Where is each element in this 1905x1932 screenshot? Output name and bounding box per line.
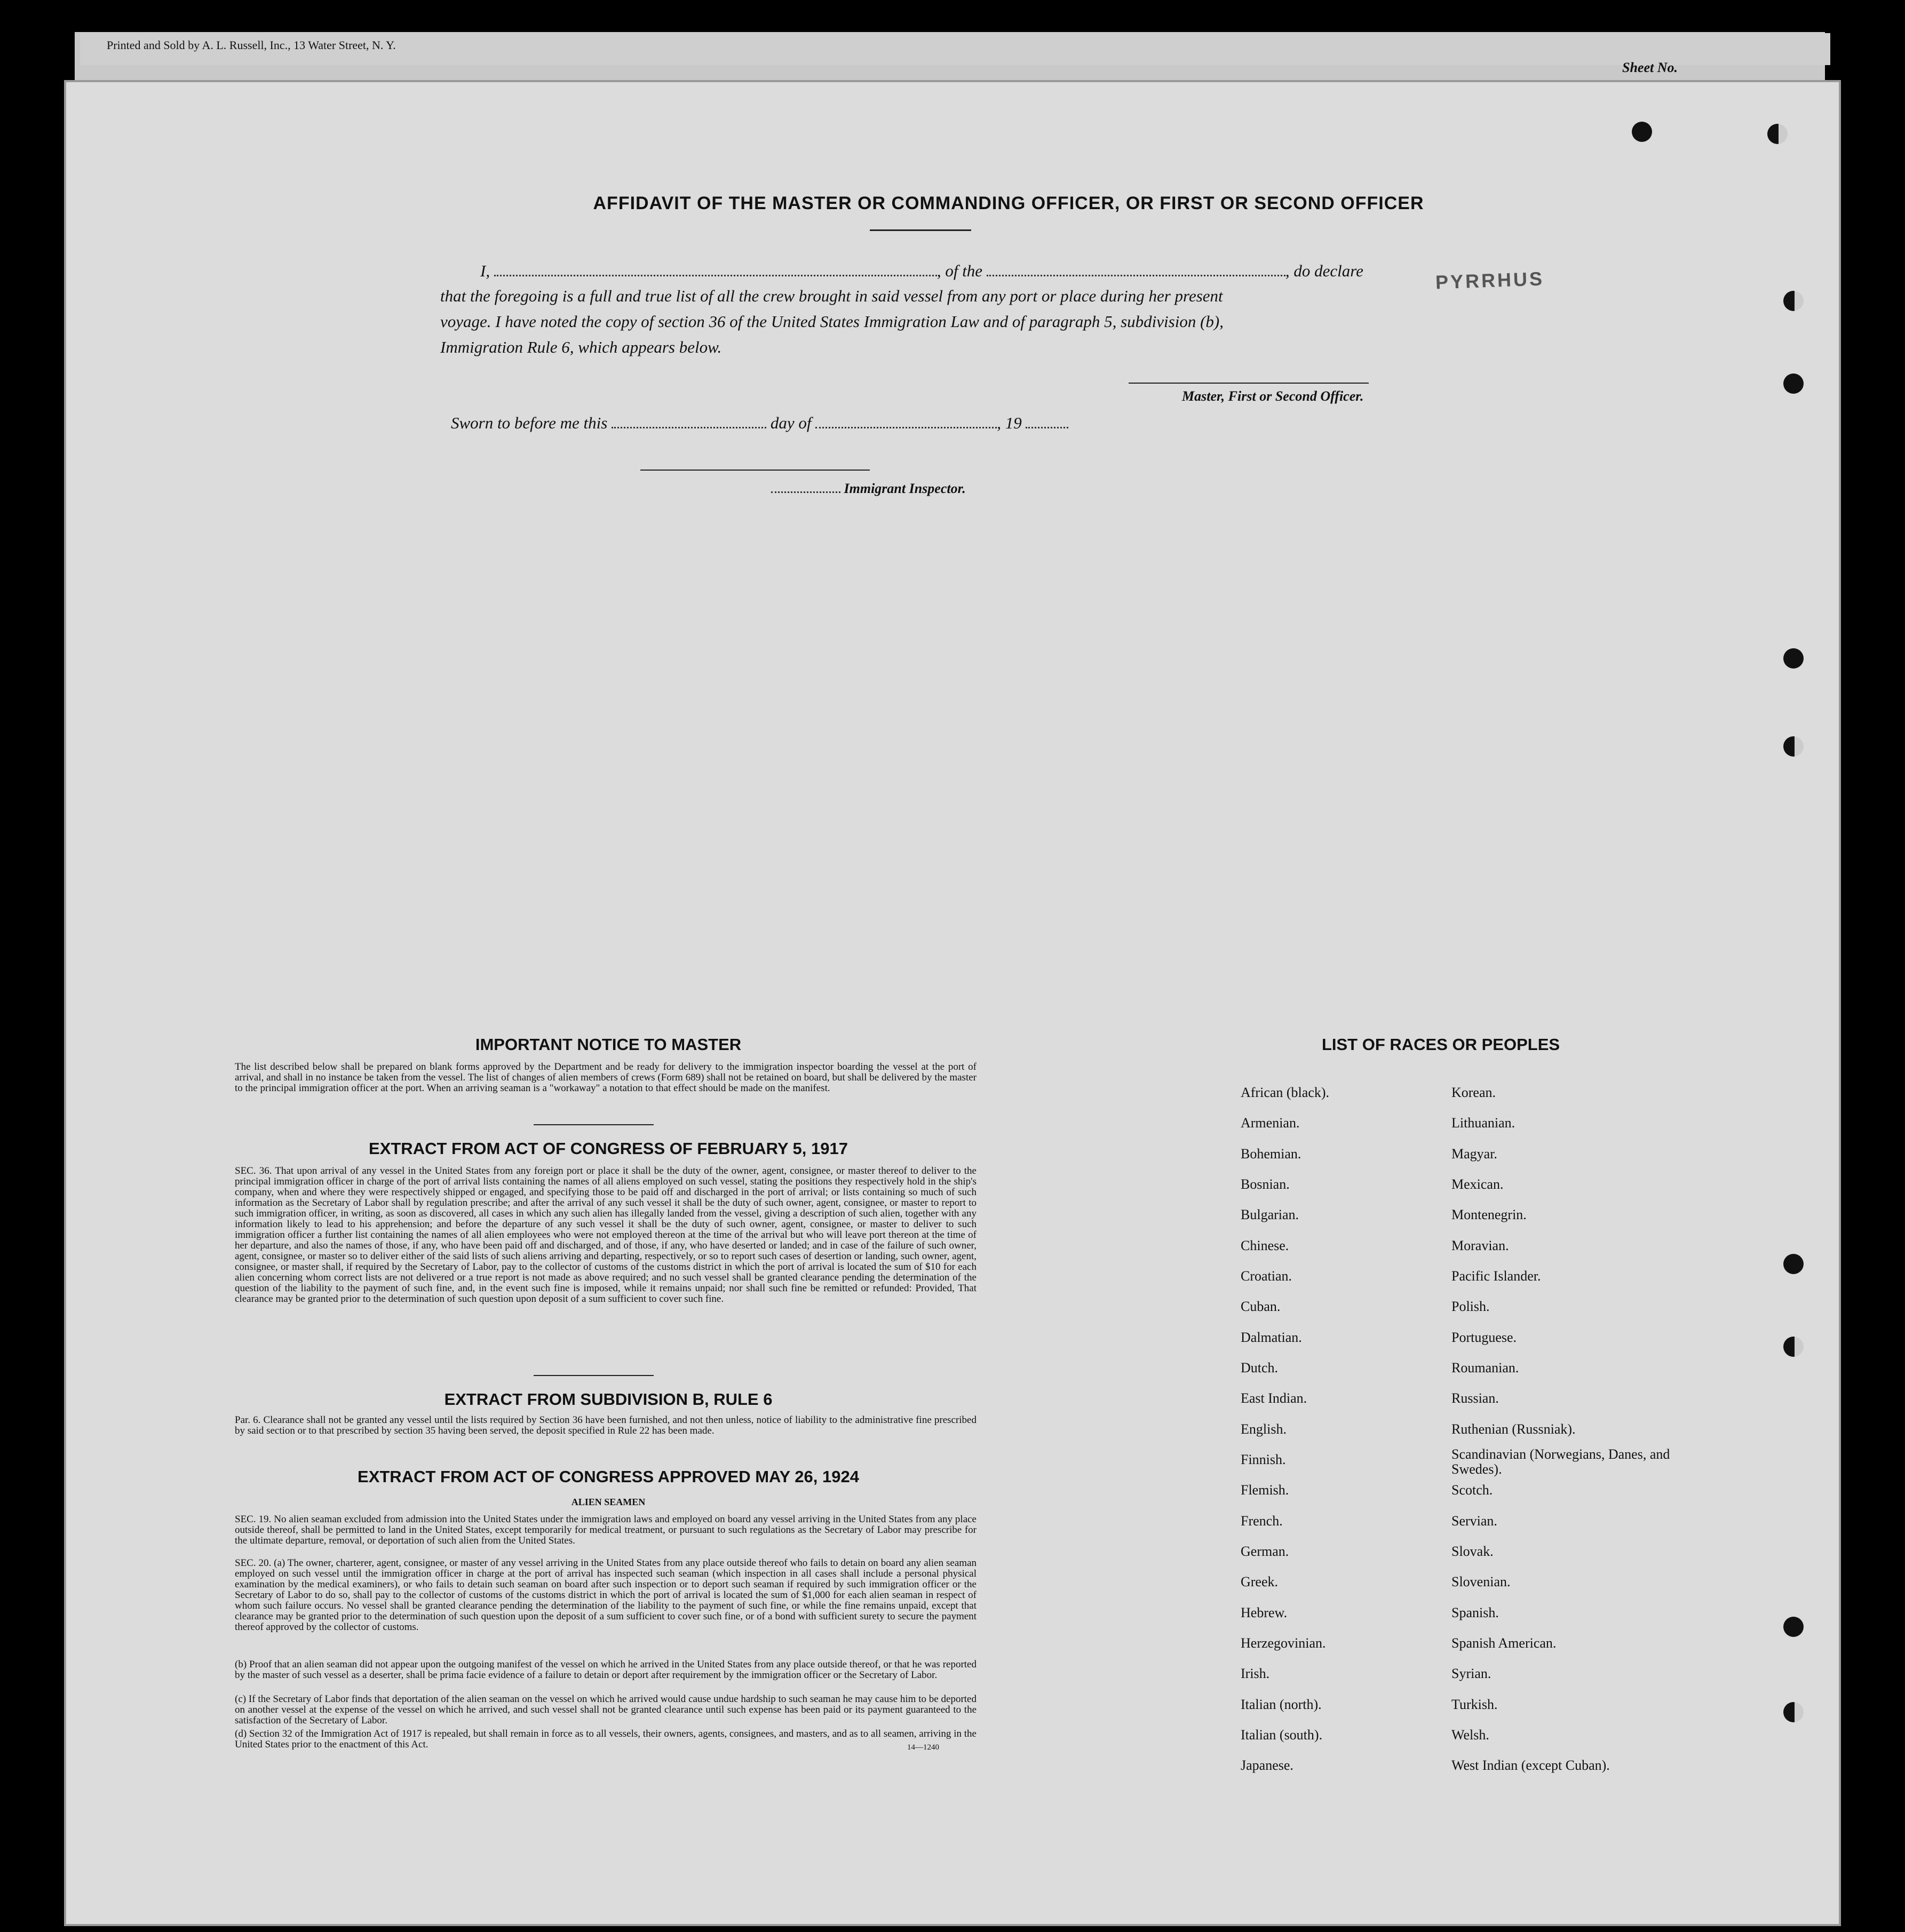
race-item: East Indian. [1241, 1390, 1307, 1406]
race-item: Spanish American. [1451, 1635, 1557, 1651]
race-item: Herzegovinian. [1241, 1635, 1326, 1651]
vessel-stamp: PYRRHUS [1435, 267, 1545, 293]
race-item: Syrian. [1451, 1666, 1491, 1681]
sec20b-text: (b) Proof that an alien seaman did not appear upon the outgoing manifest of the vessel on which he arrived in the United States from any place outside thereof, or that he was reported by the master of such vessel as a deserter, shall be prima facie evidence of a failure to detain or deport after requirement by the immigration officer or the Secretary of Labor. [235, 1659, 977, 1681]
race-item: Bohemian. [1241, 1146, 1301, 1162]
notice-title: IMPORTANT NOTICE TO MASTER [475, 1035, 742, 1054]
affidavit-title: AFFIDAVIT OF THE MASTER OR COMMANDING OFFICER, OR FIRST OR SECOND OFFICER [593, 193, 1424, 213]
day-field[interactable] [612, 427, 766, 428]
race-item: Flemish. [1241, 1482, 1289, 1498]
punch-hole-icon [1783, 291, 1804, 311]
notice-body: The list described below shall be prepared on blank forms approved by the Department and be ready for delivery to the immigration inspector boarding the vessel at the port of arrival, and shall in no instance be taken from the vessel. The list of changes of alien members of crews (Form 689) shall not be retained on board, but shall be delivered by the master to the principal immigration officer at the port. When an arriving seaman is a "workaway" a notation to that effect should be made on the manifest. [235, 1061, 977, 1094]
punch-hole-icon [1783, 1617, 1804, 1637]
extract1-body: SEC. 36. That upon arrival of any vessel in the United States from any foreign port or place it shall be the duty of the owner, agent, consignee, or master thereof to deliver to the principal immigration officer in charge of the port of arrival lists containing the names of all aliens employed on such vessel, stating the positions they respectively hold in the ship's company, when and where they were respectively shipped or engaged, and specifying those to be paid off and discharged in the port of arrival; or lists containing so much of such information as the Secretary of Labor shall by regulation prescribe; and after the arrival of any such vessel it shall be the duty of such owner, agent, consignee, or master to report to such immigration officer, in writing, as soon as discovered, all cases in which any such alien has illegally landed from the vessel, giving a description of such alien, together with any information likely to lead to his apprehension; and before the departure of any such vessel it shall be the duty of such owner, agent, consignee, or master to deliver to such immigration officer a further list containing the names of all alien employees who were not employed thereon at the time of the arrival but who will leave port thereon at the time of her departure, and also the names of those, if any, who have been paid off and discharged, and of those, if any, who have deserted or landed; and in case of the failure of such owner, agent, consignee, or master so to deliver either of the said lists of such aliens arriving and departing, respectively, or so to report such cases of desertion or landing, such owner, agent, consignee, or master shall, if required by the Secretary of Labor, pay to the collector of customs of the customs district in which the port of arrival is located the sum of $10 for each alien concerning whom correct lists are not delivered or a true report is not made as above required; and no such vessel shall be granted clearance pending the determination of the question of the liability to the payment of such fine, and, in the event such fine is imposed, while it remains unpaid; nor shall such fine be remitted or refunded: Provided, That clearance may be granted prior to the determination of such question upon deposit of a sum sufficient to cover such fine. [235, 1165, 977, 1305]
race-item: Roumanian. [1451, 1360, 1519, 1376]
race-item: Spanish. [1451, 1605, 1499, 1620]
race-item: Dalmatian. [1241, 1330, 1302, 1345]
race-item: Chinese. [1241, 1238, 1289, 1253]
day-of-label: day of [770, 414, 812, 432]
punch-hole-icon [1783, 1337, 1804, 1357]
sec19-text: SEC. 19. No alien seaman excluded from admission into the United States under the immigration laws and employed on board any vessel arriving in the United States from any place outside thereof, shall be permitted to land in the United States, except temporarily for medical treatment, or pursuant to such regulations as the Secretary of Labor may prescribe for the ultimate departure, removal, or deportation of such alien from the United States. [235, 1514, 977, 1546]
race-item: German. [1241, 1544, 1289, 1559]
affidavit-line2: that the foregoing is a full and true list of all the crew brought in said vessel from any port or place during her present [440, 287, 1223, 305]
race-item: Korean. [1451, 1085, 1496, 1100]
race-item: Finnish. [1241, 1452, 1286, 1467]
race-item: Portuguese. [1451, 1330, 1517, 1345]
race-item: Dutch. [1241, 1360, 1279, 1376]
inspector-field[interactable] [771, 491, 840, 493]
punch-hole-icon [1632, 122, 1652, 142]
signature-line [1129, 383, 1369, 384]
race-item: African (black). [1241, 1085, 1330, 1100]
race-item: Cuban. [1241, 1299, 1281, 1314]
month-field[interactable] [815, 427, 997, 428]
extract2-body: Par. 6. Clearance shall not be granted any vessel until the lists required by Section 36 have been furnished, and not then unless, notice of liability to the administrative fine prescribed by said section or to that prescribed by section 35 having been served, the deposit specified in Rule 22 has been made. [235, 1414, 977, 1436]
vessel-field[interactable] [987, 275, 1285, 276]
punch-hole-icon [1783, 648, 1804, 669]
signature-label: Master, First or Second Officer. [1182, 388, 1364, 404]
name-field[interactable] [494, 275, 937, 276]
printer-credit: Printed and Sold by A. L. Russell, Inc., 13 Water Street, N. Y. [107, 38, 396, 52]
races-title: LIST OF RACES OR PEOPLES [1321, 1035, 1560, 1054]
race-item: English. [1241, 1421, 1287, 1437]
punch-hole-icon [1767, 124, 1788, 144]
affidavit-declare: , do declare [1285, 261, 1363, 280]
inspector-label: Immigrant Inspector. [844, 481, 966, 496]
race-item: Croatian. [1241, 1268, 1292, 1284]
race-item: Welsh. [1451, 1727, 1489, 1743]
affidavit-i: I, [480, 261, 490, 280]
race-item: Mexican. [1451, 1176, 1504, 1192]
extract3-subtitle: ALIEN SEAMEN [571, 1497, 646, 1507]
race-item: French. [1241, 1513, 1283, 1529]
sworn-line [451, 411, 1145, 435]
punch-hole-icon [1783, 373, 1804, 394]
extract2-title: EXTRACT FROM SUBDIVISION B, RULE 6 [444, 1390, 773, 1409]
race-item: Italian (north). [1241, 1697, 1322, 1712]
race-item: Scotch. [1451, 1482, 1493, 1498]
divider [534, 1375, 654, 1376]
race-item: Slovak. [1451, 1544, 1494, 1559]
race-item: Magyar. [1451, 1146, 1497, 1162]
sec20d-text: (d) Section 32 of the Immigration Act of 1917 is repealed, but shall remain in force as to all vessels, their owners, agents, consignees, and masters, and as to all seamen, arriving in the United States prior to the enactment of this Act. [235, 1728, 977, 1750]
affidavit-line3: voyage. I have noted the copy of section 36 of the United States Immigration Law and of paragraph 5, subdivision (b), [440, 312, 1224, 331]
race-item: Japanese. [1241, 1758, 1293, 1773]
sec20c-text: (c) If the Secretary of Labor finds that deportation of the alien seaman on the vessel on which he arrived would cause undue hardship to such seaman he may cause him to be deported on another vessel at the expense of the vessel on which he arrived, and such vessel shall not be granted clearance until such expense has been paid or its payment guaranteed to the satisfaction of the Secretary of Labor. [235, 1694, 977, 1726]
inspector-line [640, 470, 870, 471]
extract3-title: EXTRACT FROM ACT OF CONGRESS APPROVED MAY 26, 1924 [358, 1467, 859, 1486]
sheet-number-label: Sheet No. [1622, 60, 1678, 75]
year-field[interactable] [1026, 427, 1068, 428]
title-rule [870, 229, 971, 231]
race-item: Turkish. [1451, 1697, 1498, 1712]
race-item: Hebrew. [1241, 1605, 1288, 1620]
punch-hole-icon [1783, 1254, 1804, 1274]
race-item: Polish. [1451, 1299, 1490, 1314]
race-item: Bulgarian. [1241, 1207, 1299, 1222]
race-item: Montenegrin. [1451, 1207, 1527, 1222]
race-item: Greek. [1241, 1574, 1279, 1589]
affidavit-line1 [480, 259, 1441, 283]
year-label: , 19 [997, 414, 1022, 432]
race-item: Irish. [1241, 1666, 1270, 1681]
race-item: Slovenian. [1451, 1574, 1511, 1589]
race-item: Bosnian. [1241, 1176, 1290, 1192]
sec20a-text: SEC. 20. (a) The owner, charterer, agent, consignee, or master of any vessel arriving in the United States from any place outside thereof who fails to detain on board any alien seaman employed on such vessel until the immigration officer in charge at the port of arrival has inspected such seaman (which inspection in all cases shall include a personal physical examination by the medical examiners), or who fails to detain such seaman on board after such inspection or to deport such seaman if required by such immigration officer or the Secretary of Labor to do so, shall pay to the collector of customs of the customs district in which the port of arrival is located the sum of $1,000 for each alien seaman in respect of whom such failure occurs. No vessel shall be granted clearance pending the determination of the liability to the payment of such fine, or while the fine remains unpaid, except that clearance may be granted prior to the determination of such question upon the deposit of a sum sufficient to cover such fine, or of a bond with sufficient surety to secure the payment thereof approved by the collector of customs. [235, 1557, 977, 1633]
race-item: Lithuanian. [1451, 1115, 1515, 1131]
race-item: Armenian. [1241, 1115, 1300, 1131]
race-item: Servian. [1451, 1513, 1497, 1529]
race-item: Italian (south). [1241, 1727, 1323, 1743]
race-item: Scandinavian (Norwegians, Danes, and Swedes). [1451, 1446, 1670, 1477]
divider [534, 1124, 654, 1125]
punch-hole-icon [1783, 736, 1804, 757]
affidavit-of-the: , of the [936, 261, 983, 280]
sworn-label: Sworn to before me this [451, 414, 608, 432]
race-item: Ruthenian (Russniak). [1451, 1421, 1576, 1437]
race-item: West Indian (except Cuban). [1451, 1758, 1610, 1773]
race-item: Moravian. [1451, 1238, 1509, 1253]
inspector-line2 [771, 476, 966, 501]
affidavit-line4: Immigration Rule 6, which appears below. [440, 338, 722, 356]
race-item: Pacific Islander. [1451, 1268, 1541, 1284]
punch-hole-icon [1783, 1702, 1804, 1722]
extract1-title: EXTRACT FROM ACT OF CONGRESS OF FEBRUARY 5, 1917 [369, 1139, 848, 1158]
race-item: Russian. [1451, 1390, 1499, 1406]
form-number: 14—1240 [907, 1743, 939, 1752]
